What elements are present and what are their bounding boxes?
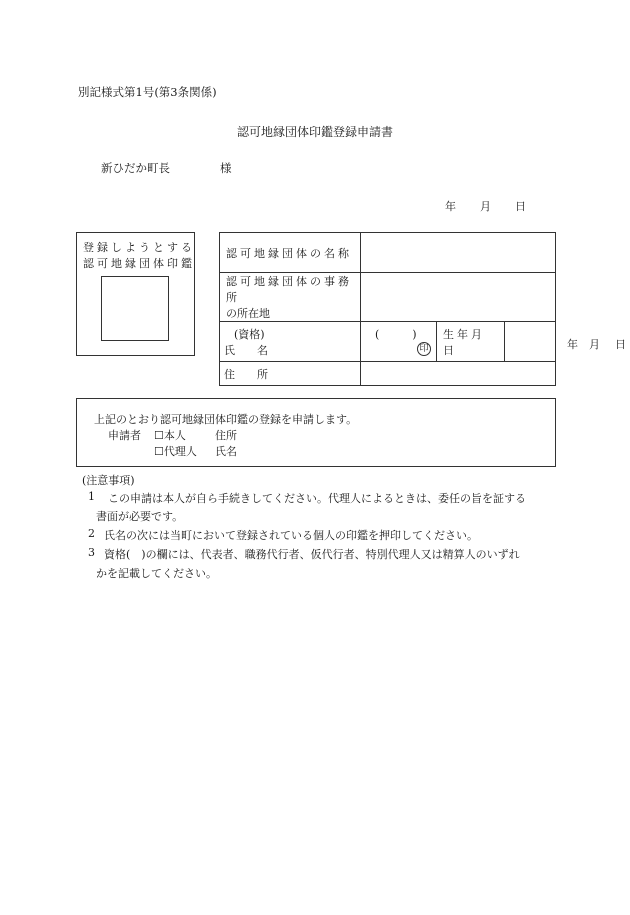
seal-box-label-line2: 認可地縁団体印鑑: [83, 257, 195, 270]
note-1-number: 1: [88, 490, 95, 503]
applicant-address-label: 住所: [215, 429, 237, 442]
note-1-text: この申請は本人が自ら手続きしてください。代理人によるときは、委任の旨を証する: [108, 492, 526, 505]
birth-date-label: 生年月日: [437, 322, 505, 362]
office-label-line1: 認可地縁団体の事務所: [226, 275, 352, 304]
seal-box-label-line1: 登録しようとする: [83, 241, 195, 254]
registration-table: [219, 232, 626, 386]
note-3-number: 3: [88, 546, 95, 559]
applicant-name-label: 氏名: [215, 445, 237, 458]
birth-date-field[interactable]: [505, 322, 626, 362]
seal-registration-box: [76, 232, 195, 356]
address-field[interactable]: [361, 362, 556, 386]
applicant-self-checkbox[interactable]: ☐本人: [154, 429, 186, 442]
form-number: 別記様式第1号(第3条関係): [78, 85, 217, 99]
office-location-field[interactable]: [361, 273, 556, 322]
representative-name-field[interactable]: [361, 322, 437, 362]
note-3-text: 資格( )の欄には、代表者、職務代行者、仮代行者、特別代理人又は精算人のいずれ: [104, 548, 520, 561]
name-label: 氏 名: [224, 343, 268, 357]
note-2-number: 2: [88, 527, 95, 540]
notes-heading: (注意事項): [82, 474, 135, 487]
date-year: 年: [445, 200, 456, 213]
birth-year-label: 年: [567, 338, 578, 351]
date-day: 日: [515, 200, 526, 213]
addressee-name: 新ひだか町長: [101, 161, 170, 175]
address-label: 住 所: [220, 362, 361, 386]
addressee-honorific: 様: [220, 161, 232, 175]
application-statement-box: [76, 398, 556, 467]
date-month: 月: [480, 200, 491, 213]
page-title: 認可地縁団体印鑑登録申請書: [237, 125, 394, 139]
office-label-line2: の所在地: [226, 307, 270, 320]
applicant-label: 申請者: [108, 429, 141, 442]
note-3-text-cont: かを記載してください。: [96, 567, 217, 580]
birth-month-label: 月: [589, 338, 600, 351]
applicant-agent-checkbox[interactable]: ☐代理人: [154, 445, 197, 458]
org-name-field[interactable]: [361, 233, 556, 273]
note-1-text-cont: 書面が必要です。: [96, 510, 184, 523]
office-location-label: [220, 273, 361, 322]
seal-impression-area: [101, 276, 169, 341]
birth-day-label: 日: [615, 338, 626, 351]
seal-mark-icon: 印: [417, 342, 431, 356]
note-2-text: 氏名の次には当町において登録されている個人の印鑑を押印してください。: [104, 529, 478, 542]
qualification-label: (資格): [234, 327, 265, 341]
application-statement: 上記のとおり認可地縁団体印鑑の登録を申請します。: [94, 413, 358, 426]
org-name-label: 認可地縁団体の名称: [220, 233, 361, 273]
representative-name-label: [220, 322, 361, 362]
qualification-paren: ( ): [375, 328, 417, 341]
